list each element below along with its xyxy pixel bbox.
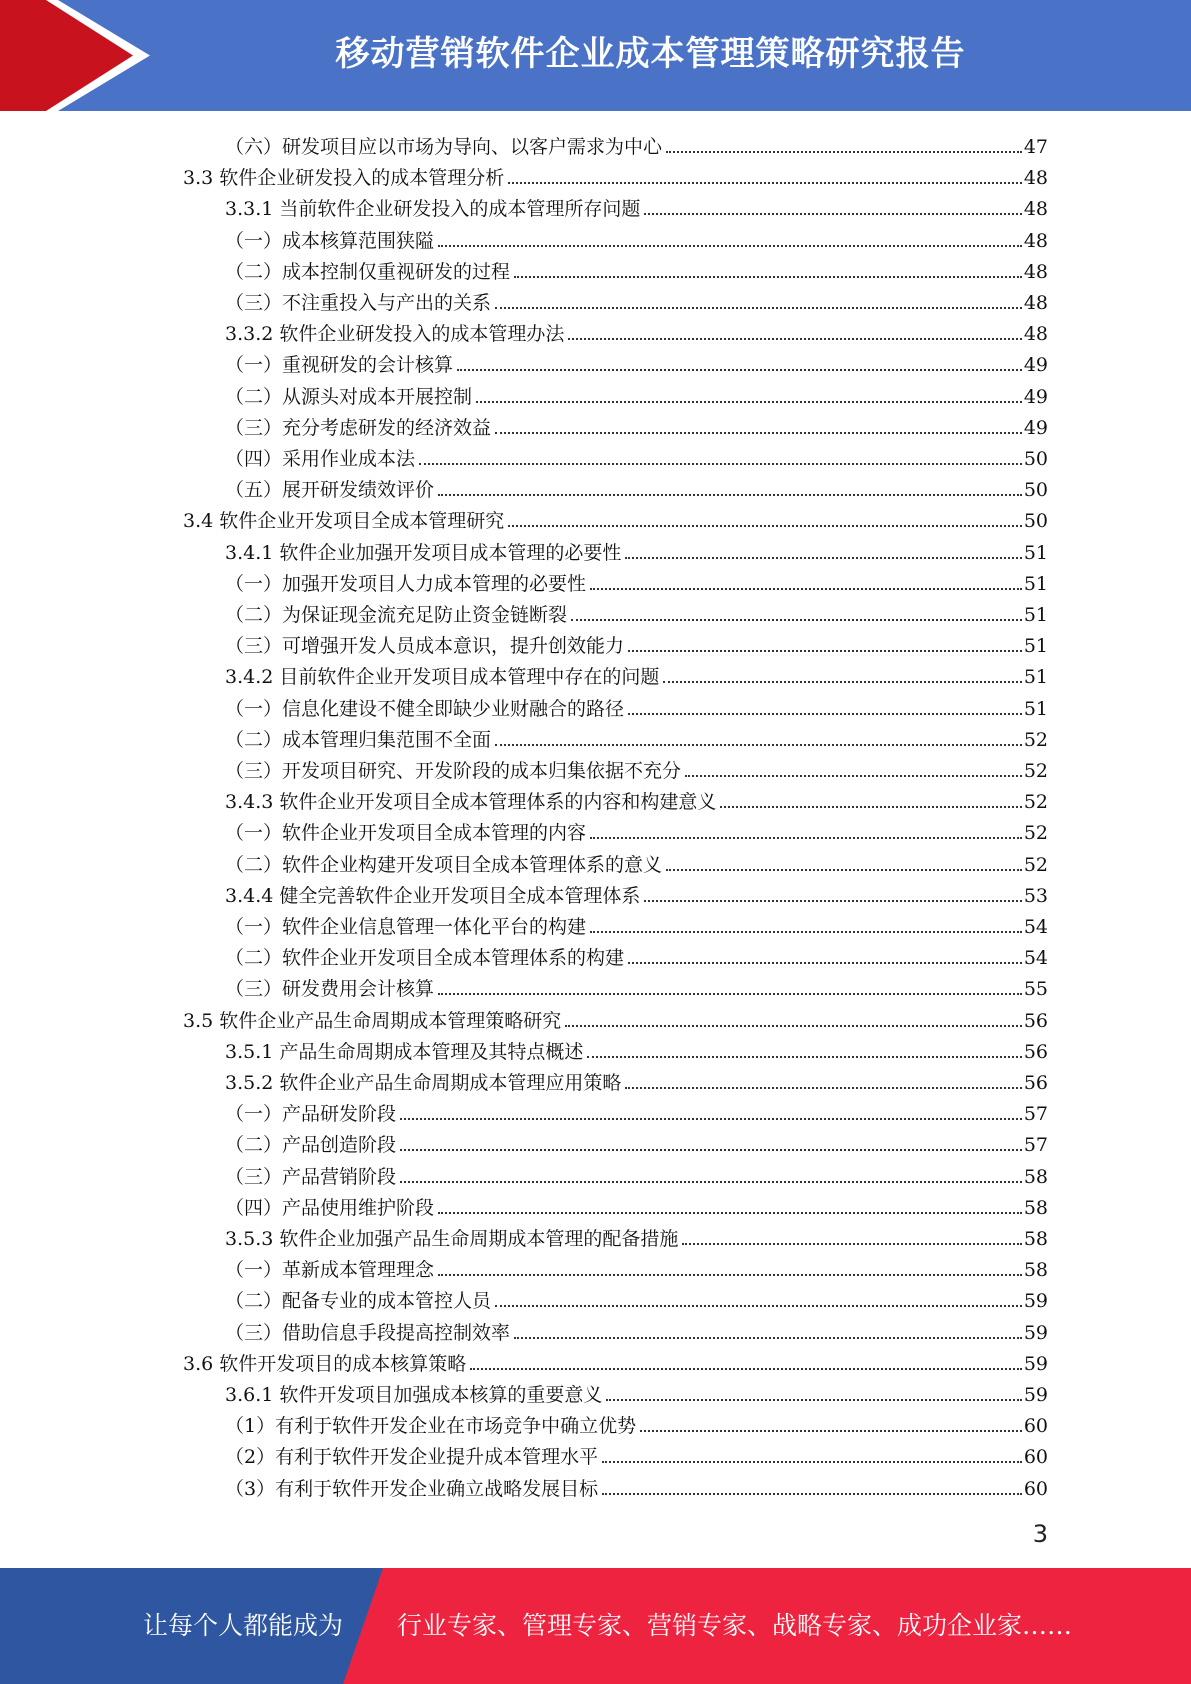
toc-dot-leader: [625, 1087, 1021, 1089]
toc-entry-page: 51: [1023, 635, 1048, 658]
toc-entry-page: 54: [1023, 916, 1048, 938]
toc-entry[interactable]: [225, 846, 1048, 877]
toc-entry-page: 60: [1023, 1446, 1048, 1469]
toc-entry[interactable]: [183, 502, 1048, 533]
toc-dot-leader: [400, 1118, 1022, 1120]
toc-entry[interactable]: [225, 814, 1048, 845]
toc-entry-label: （二）为保证现金流充足防止资金链断裂: [225, 604, 568, 626]
toc-entry-page: 58: [1023, 1165, 1048, 1188]
toc-entry-label: （二）软件企业开发项目全成本管理体系的构建: [225, 947, 625, 970]
toc-entry[interactable]: [225, 1158, 1048, 1189]
toc-dot-leader: [438, 1212, 1022, 1214]
toc-dot-leader: [514, 1337, 1022, 1339]
toc-dot-leader: [602, 1493, 1022, 1495]
toc-dot-leader: [628, 962, 1022, 964]
footer-slogan-left: 让每个人都能成为: [143, 1611, 344, 1640]
toc-entry[interactable]: [225, 346, 1048, 377]
toc-entry[interactable]: [225, 1438, 1048, 1469]
toc-entry-label: （六）研发项目应以市场为导向、以客户需求为中心: [225, 136, 663, 158]
toc-entry-label: 3.5.2 软件企业产品生命周期成本管理应用策略: [225, 1072, 622, 1094]
toc-dot-leader: [495, 307, 1022, 309]
toc-entry-page: 52: [1023, 728, 1048, 751]
toc-entry[interactable]: [183, 159, 1048, 190]
toc-entry[interactable]: [225, 284, 1048, 315]
toc-entry-page: 48: [1023, 292, 1048, 314]
toc-dot-leader: [419, 463, 1022, 465]
toc-entry[interactable]: [225, 908, 1048, 939]
toc-entry[interactable]: [225, 627, 1048, 658]
toc-dot-leader: [438, 993, 1022, 995]
toc-entry[interactable]: [225, 1220, 1048, 1251]
toc-entry-label: 3.4.4 健全完善软件企业开发项目全成本管理体系: [225, 884, 641, 907]
toc-dot-leader: [644, 213, 1021, 215]
toc-entry[interactable]: [225, 378, 1048, 409]
header-chevron-icon: [0, 0, 150, 111]
toc-entry[interactable]: [225, 1064, 1048, 1095]
toc-entry-label: （三）可增强开发人员成本意识，提升创效能力: [225, 635, 625, 658]
footer-slogan-right: 行业专家、管理专家、营销专家、战略专家、成功企业家……: [397, 1611, 1073, 1640]
toc-entry-page: 52: [1023, 760, 1048, 782]
toc-dot-leader: [508, 525, 1022, 527]
toc-entry[interactable]: [225, 1470, 1048, 1501]
toc-entry-label: 3.6.1 软件开发项目加强成本核算的重要意义: [225, 1384, 603, 1406]
toc-dot-leader: [470, 1368, 1022, 1370]
toc-entry-label: 3.4.3 软件企业开发项目全成本管理体系的内容和构建意义: [225, 791, 717, 814]
toc-entry-label: （1）有利于软件开发企业在市场竞争中确立优势: [225, 1415, 637, 1438]
toc-entry-label: （五）展开研发绩效评价: [225, 479, 435, 502]
toc-entry-page: 50: [1023, 479, 1048, 502]
toc-entry[interactable]: [225, 970, 1048, 1001]
toc-dot-leader: [606, 1399, 1021, 1401]
toc-entry-page: 60: [1023, 1415, 1048, 1438]
toc-entry-page: 59: [1023, 1352, 1048, 1375]
toc-entry-label: （3）有利于软件开发企业确立战略发展目标: [225, 1477, 599, 1500]
toc-entry-page: 59: [1023, 1384, 1048, 1406]
toc-entry[interactable]: [183, 1002, 1048, 1033]
toc-entry-page: 49: [1023, 354, 1048, 377]
toc-entry-label: 3.6 软件开发项目的成本核算策略: [183, 1352, 467, 1375]
toc-dot-leader: [682, 1243, 1021, 1245]
toc-dot-leader: [628, 713, 1022, 715]
toc-entry-page: 56: [1023, 1009, 1048, 1032]
toc-entry-page: 60: [1023, 1477, 1048, 1500]
toc-dot-leader: [590, 837, 1022, 839]
toc-entry-page: 57: [1023, 1134, 1048, 1157]
toc-entry-label: （四）采用作业成本法: [225, 448, 416, 470]
toc-entry[interactable]: [225, 440, 1048, 471]
toc-entry-page: 51: [1023, 666, 1048, 689]
toc-entry-page: 51: [1023, 541, 1048, 564]
toc-entry-label: （三）开发项目研究、开发阶段的成本归集依据不充分: [225, 760, 682, 782]
toc-entry-page: 47: [1023, 136, 1048, 158]
toc-dot-leader: [508, 182, 1022, 184]
toc-entry-page: 48: [1023, 229, 1048, 252]
toc-entry[interactable]: [225, 128, 1048, 159]
toc-entry-page: 48: [1023, 260, 1048, 283]
toc-entry[interactable]: [225, 409, 1048, 440]
toc-entry-page: 56: [1023, 1072, 1048, 1094]
toc-dot-leader: [628, 650, 1022, 652]
toc-dot-leader: [495, 1305, 1022, 1307]
toc-entry[interactable]: [225, 471, 1048, 502]
toc-entry-page: 49: [1023, 416, 1048, 439]
toc-entry[interactable]: [225, 752, 1048, 783]
toc-entry[interactable]: [225, 658, 1048, 689]
toc-entry[interactable]: [225, 1126, 1048, 1157]
toc-dot-leader: [565, 1025, 1022, 1027]
toc-entry-page: 58: [1023, 1228, 1048, 1250]
toc-entry-label: （一）革新成本管理理念: [225, 1259, 435, 1282]
toc-dot-leader: [495, 744, 1022, 746]
page-number: 3: [1032, 1520, 1048, 1548]
toc-entry-label: （二）产品创造阶段: [225, 1134, 397, 1157]
toc-dot-leader: [590, 931, 1022, 933]
toc-entry-page: 55: [1023, 978, 1048, 1001]
toc-entry-label: （一）软件企业信息管理一体化平台的构建: [225, 916, 587, 938]
toc-entry-label: （2）有利于软件开发企业提升成本管理水平: [225, 1446, 599, 1469]
toc-entry-label: 3.3 软件企业研发投入的成本管理分析: [183, 167, 505, 190]
toc-dot-leader: [400, 1181, 1022, 1183]
toc-entry-page: 53: [1023, 884, 1048, 907]
toc-entry[interactable]: [225, 190, 1048, 221]
toc-entry-label: （三）不注重投入与产出的关系: [225, 292, 492, 314]
toc-entry-label: （三）产品营销阶段: [225, 1165, 397, 1188]
toc-entry[interactable]: [225, 1314, 1048, 1345]
toc-entry-page: 59: [1023, 1290, 1048, 1313]
toc-dot-leader: [590, 588, 1022, 590]
toc-entry-label: 3.3.2 软件企业研发投入的成本管理办法: [225, 323, 565, 346]
page-footer: [0, 1568, 1191, 1684]
toc-entry-label: 3.4.2 目前软件企业开发项目成本管理中存在的问题: [225, 666, 660, 689]
toc-entry-label: （三）研发费用会计核算: [225, 978, 435, 1001]
toc-entry-page: 51: [1023, 604, 1048, 626]
toc-entry[interactable]: [225, 315, 1048, 346]
toc-entry[interactable]: [225, 565, 1048, 596]
toc-entry-page: 50: [1023, 510, 1048, 533]
toc-entry-page: 52: [1023, 853, 1048, 876]
toc-entry[interactable]: [225, 721, 1048, 752]
toc-entry-page: 48: [1023, 167, 1048, 190]
toc-entry[interactable]: [225, 1251, 1048, 1282]
toc-dot-leader: [571, 619, 1022, 621]
toc-entry-page: 51: [1023, 572, 1048, 595]
toc-entry-page: 48: [1023, 198, 1048, 221]
toc-entry[interactable]: [225, 690, 1048, 721]
toc-entry-page: 57: [1023, 1103, 1048, 1126]
toc-entry-label: （二）成本管理归集范围不全面: [225, 728, 492, 751]
toc-entry-page: 52: [1023, 822, 1048, 845]
toc-entry[interactable]: [225, 1033, 1048, 1064]
document-title: 移动营销软件企业成本管理策略研究报告: [335, 34, 966, 74]
toc-entry[interactable]: [225, 1282, 1048, 1313]
toc-entry-label: （二）成本控制仅重视研发的过程: [225, 260, 511, 283]
toc-entry-label: （一）信息化建设不健全即缺少业财融合的路径: [225, 697, 625, 720]
toc-entry-label: 3.4 软件企业开发项目全成本管理研究: [183, 510, 505, 533]
toc-dot-leader: [457, 369, 1022, 371]
toc-dot-leader: [720, 806, 1021, 808]
toc-dot-leader: [625, 557, 1021, 559]
toc-dot-leader: [644, 900, 1021, 902]
toc-dot-leader: [476, 401, 1022, 403]
toc-entry-page: 49: [1023, 385, 1048, 408]
toc-entry-label: （一）加强开发项目人力成本管理的必要性: [225, 572, 587, 595]
toc-entry-page: 58: [1023, 1196, 1048, 1219]
toc-dot-leader: [438, 245, 1022, 247]
toc-entry-label: 3.4.1 软件企业加强开发项目成本管理的必要性: [225, 541, 622, 564]
toc-entry[interactable]: [225, 253, 1048, 284]
toc-entry-label: 3.3.1 当前软件企业研发投入的成本管理所存问题: [225, 198, 641, 221]
toc-entry-page: 59: [1023, 1321, 1048, 1344]
toc-dot-leader: [514, 276, 1022, 278]
toc-dot-leader: [438, 494, 1022, 496]
toc-dot-leader: [438, 1274, 1022, 1276]
toc-entry[interactable]: [225, 534, 1048, 565]
toc-dot-leader: [587, 1056, 1021, 1058]
toc-entry[interactable]: [225, 1376, 1048, 1407]
toc-entry[interactable]: [225, 1407, 1048, 1438]
toc-entry-page: 56: [1023, 1040, 1048, 1063]
toc-dot-leader: [666, 869, 1022, 871]
toc-dot-leader: [602, 1461, 1022, 1463]
toc-entry-label: 3.5.1 产品生命周期成本管理及其特点概述: [225, 1040, 584, 1063]
toc-entry-label: 3.5.3 软件企业加强产品生命周期成本管理的配备措施: [225, 1228, 679, 1250]
toc-entry-page: 58: [1023, 1259, 1048, 1282]
toc-entry-label: （二）配备专业的成本管控人员: [225, 1290, 492, 1313]
toc-entry[interactable]: [225, 222, 1048, 253]
toc-dot-leader: [400, 1149, 1022, 1151]
toc-dot-leader: [685, 775, 1022, 777]
toc-entry-label: （二）从源头对成本开展控制: [225, 385, 473, 408]
toc-entry-label: （一）软件企业开发项目全成本管理的内容: [225, 822, 587, 845]
toc-dot-leader: [640, 1430, 1022, 1432]
toc-entry-label: （一）产品研发阶段: [225, 1103, 397, 1126]
toc-entry-page: 48: [1023, 323, 1048, 346]
toc-entry-page: 52: [1023, 791, 1048, 814]
toc-entry[interactable]: [225, 1189, 1048, 1220]
toc-entry-label: （一）成本核算范围狭隘: [225, 229, 435, 252]
toc-entry-page: 51: [1023, 697, 1048, 720]
toc-dot-leader: [495, 432, 1022, 434]
toc-entry-label: （四）产品使用维护阶段: [225, 1196, 435, 1219]
toc-entry-page: 50: [1023, 448, 1048, 470]
toc-entry[interactable]: [183, 1345, 1048, 1376]
toc-entry-label: 3.5 软件企业产品生命周期成本管理策略研究: [183, 1009, 562, 1032]
toc-entry[interactable]: [225, 877, 1048, 908]
toc-entry-page: 54: [1023, 947, 1048, 970]
toc-entry-label: （三）借助信息手段提高控制效率: [225, 1321, 511, 1344]
toc-entry-label: （一）重视研发的会计核算: [225, 354, 454, 377]
toc-entry[interactable]: [225, 596, 1048, 627]
toc-entry-label: （三）充分考虑研发的经济效益: [225, 416, 492, 439]
page-header: [0, 0, 1191, 111]
toc-entry[interactable]: [225, 1095, 1048, 1126]
toc-dot-leader: [568, 338, 1021, 340]
toc-entry-label: （二）软件企业构建开发项目全成本管理体系的意义: [225, 853, 663, 876]
toc-dot-leader: [666, 151, 1022, 153]
toc-dot-leader: [663, 681, 1021, 683]
toc-entry[interactable]: [225, 939, 1048, 970]
toc-entry[interactable]: [225, 783, 1048, 814]
